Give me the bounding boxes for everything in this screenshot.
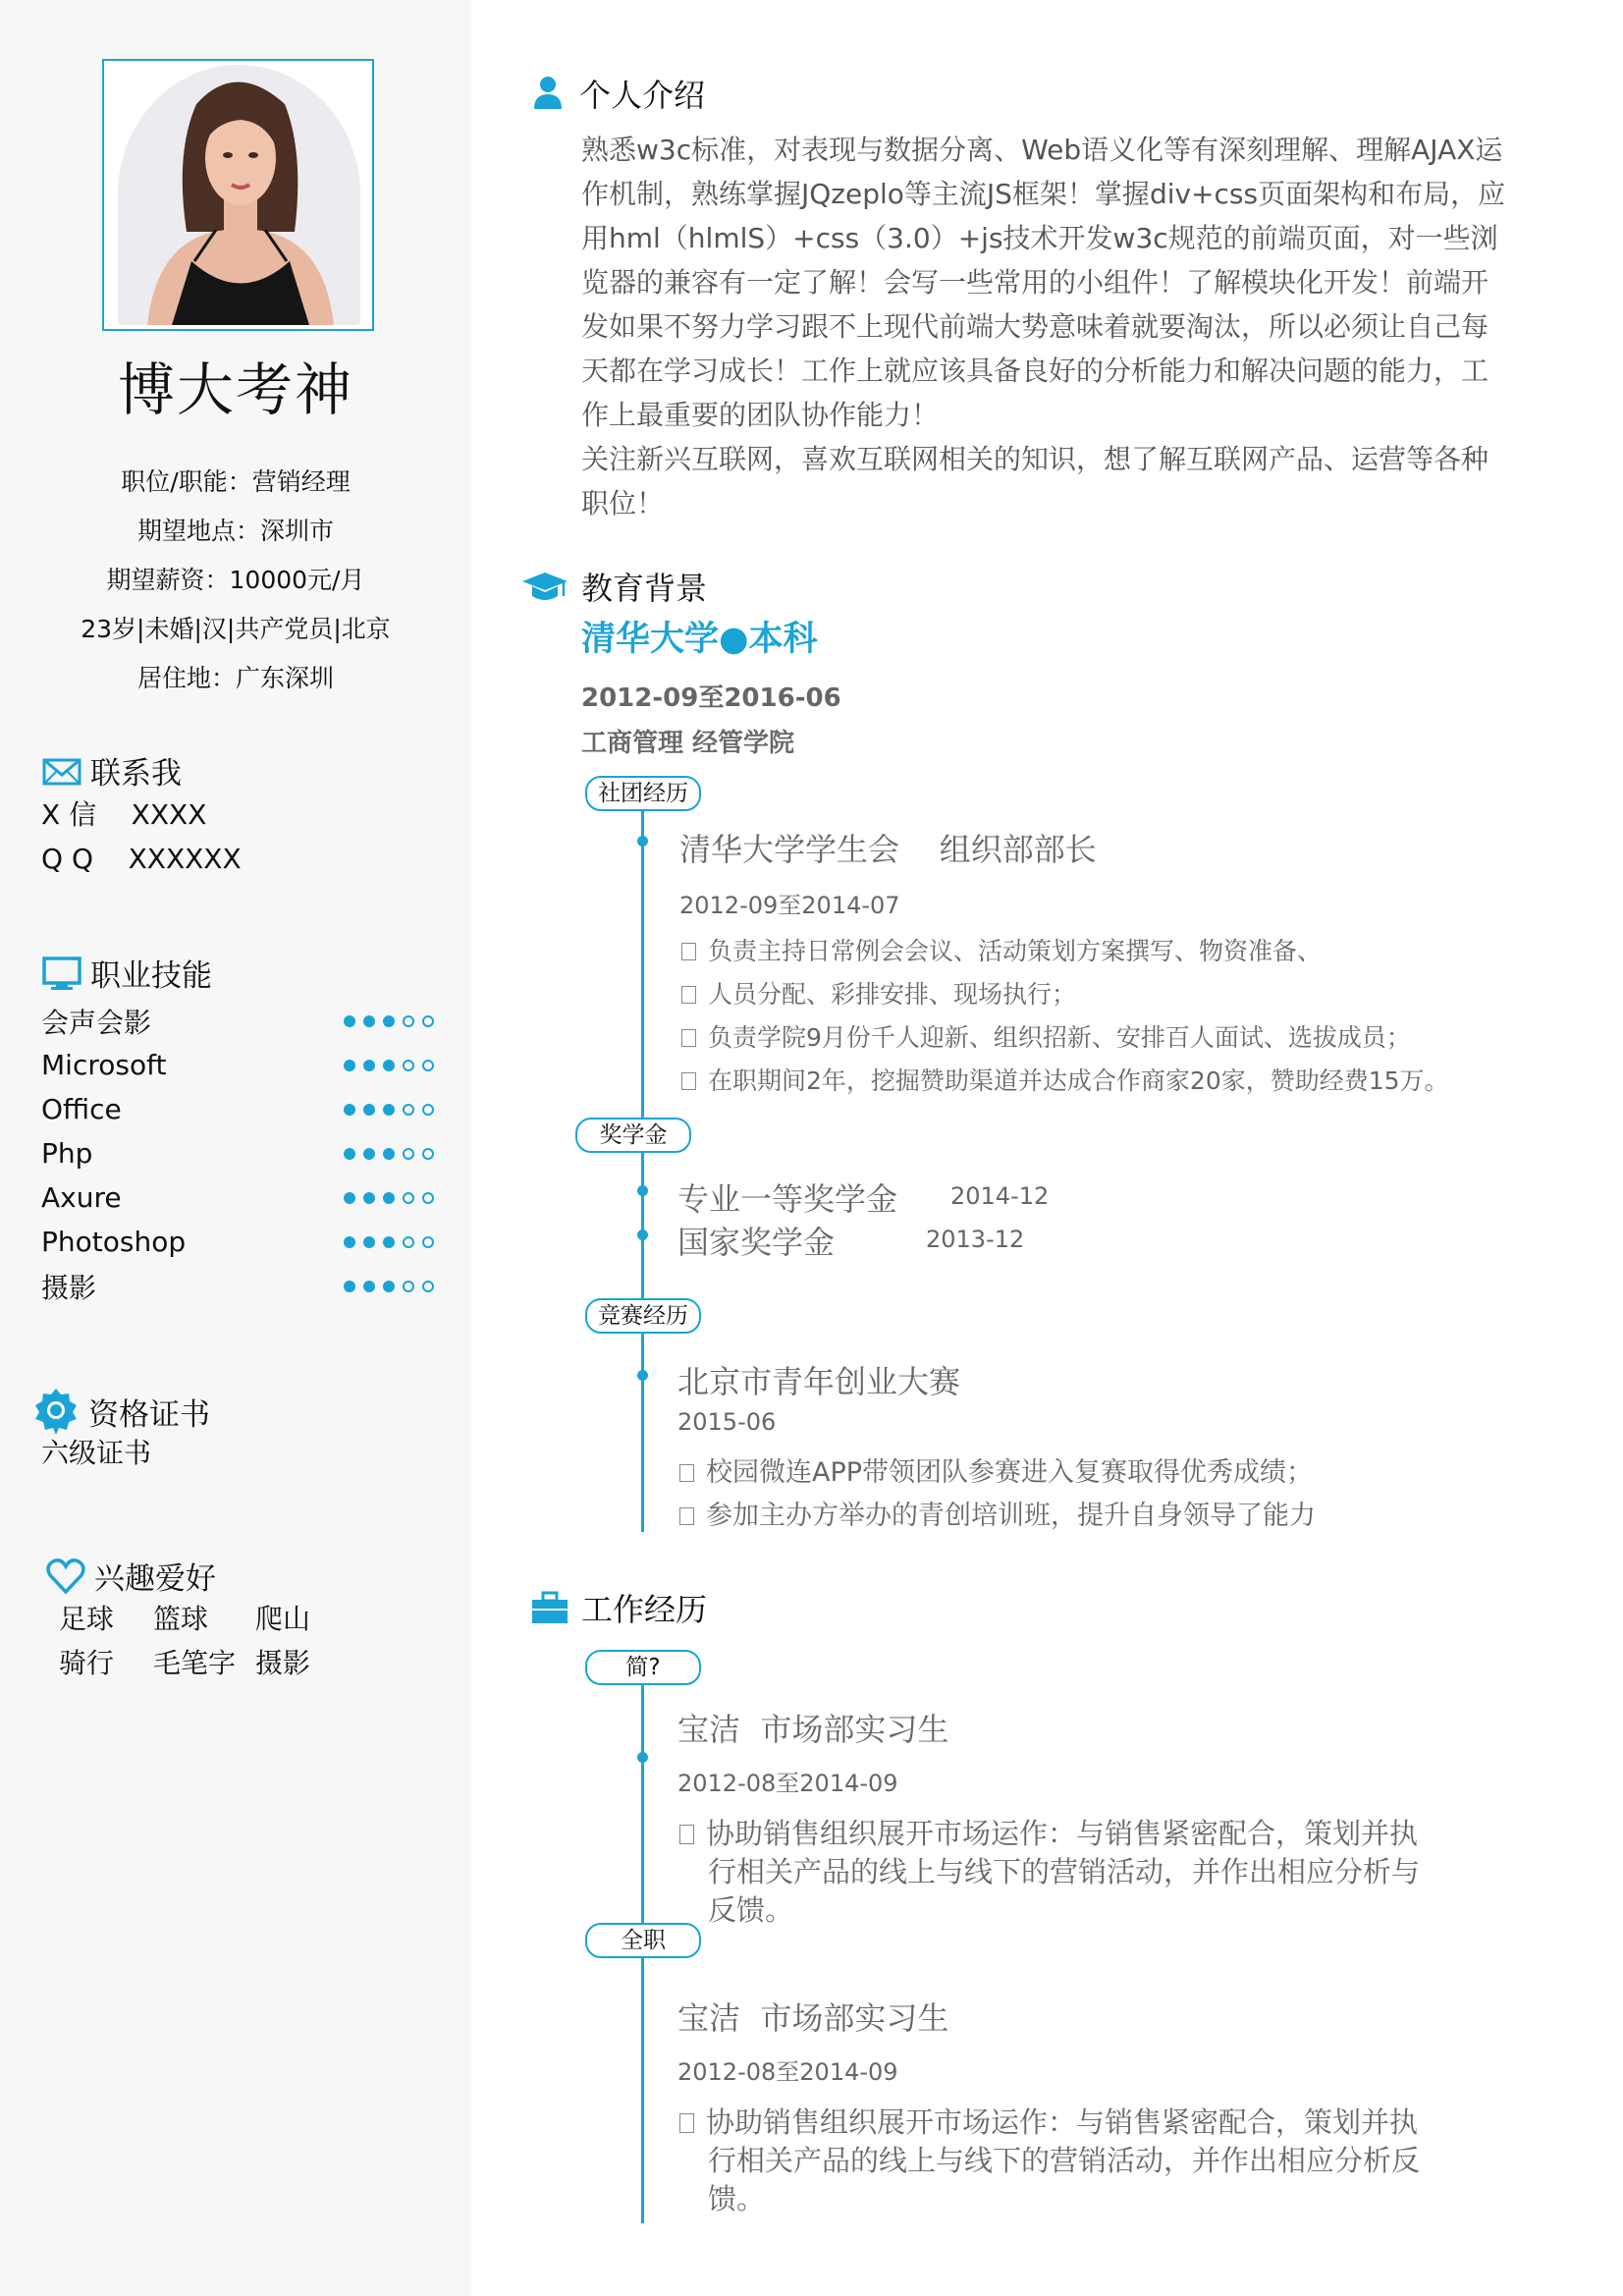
skill-level-dot	[344, 1104, 355, 1116]
skill-level-dot	[383, 1192, 395, 1204]
skill-level-dot	[403, 1192, 414, 1204]
skill-level-dot	[422, 1104, 434, 1116]
bullet-item: 负责学院9月份千人迎新、组织招新、安排百人面试、选拔成员；	[681, 1016, 1449, 1060]
skill-row	[41, 1131, 434, 1175]
job-title: 宝洁 市场部实习生	[677, 1999, 949, 2037]
info-location: 期望地点：深圳市	[136, 517, 334, 545]
skill-name: Php	[41, 1137, 93, 1170]
skill-name: Photoshop	[41, 1226, 187, 1258]
checkbox-icon	[679, 2113, 694, 2133]
intro-title: 个人介绍	[579, 77, 706, 114]
hobby-item: 篮球	[153, 1603, 209, 1635]
info-position: 职位/职能：营销经理	[121, 467, 351, 496]
competition-date: 2015-06	[677, 1408, 777, 1436]
timeline-node	[637, 1752, 648, 1763]
skill-level-dot	[422, 1060, 434, 1071]
education-period: 2012-09至2016-06	[581, 683, 841, 713]
skill-level-dot	[403, 1060, 414, 1071]
job-description: 协助销售组织展开市场运作：与销售紧密配合，策划并执 行相关产品的线上与线下的营销活动，并作出相应分析反 馈。	[679, 2104, 1426, 2218]
mail-icon	[41, 751, 82, 791]
skill-level-dots	[344, 1281, 434, 1292]
skill-level-dot	[383, 1148, 395, 1160]
competition-bullets	[679, 1451, 1316, 1538]
skill-level-dot	[363, 1281, 375, 1292]
skill-row	[41, 1220, 434, 1264]
skill-level-dot	[344, 1281, 355, 1292]
info-residence: 居住地：广东深圳	[136, 664, 334, 692]
timeline-node	[637, 1185, 648, 1196]
job-description: 协助销售组织展开市场运作：与销售紧密配合，策划并执 行相关产品的线上与线下的营销活动，并作出相应分析与 反馈。	[679, 1815, 1426, 1930]
tag-job: 简?	[585, 1650, 701, 1685]
hobbies-heading	[45, 1554, 216, 1598]
club-bullets	[681, 930, 1449, 1103]
skill-level-dot	[422, 1192, 434, 1204]
bullet-item: 人员分配、彩排安排、现场执行；	[681, 973, 1449, 1016]
bullet-item: 负责主持日常例会会议、活动策划方案撰写、物资准备、	[681, 930, 1449, 973]
skill-level-dot	[363, 1104, 375, 1116]
timeline-node	[637, 836, 648, 847]
award-ribbon-icon	[31, 1387, 81, 1436]
skill-level-dot	[403, 1015, 414, 1027]
intro-text	[581, 128, 1514, 525]
skill-level-dots	[344, 1236, 434, 1248]
skill-level-dot	[363, 1060, 375, 1071]
intro-paragraph-1: 熟悉w3c标准，对表现与数据分离、Web语义化等有深刻理解、理解AJAX运作机制，熟练掌握JQzeplo等主流JS框架！掌握div+css页面架构和布局，应用hml（hlmlS）+css（3.0）+js技术开发w3c规范的前端页面，对一些浏览器的兼容有一定了解！会写一些常用的小组件！了解模块化开发！前端开发如果不努力学习跟不上现代前端大势意味着就要淘汰，所以必须让自己每天都在学习成长！工作上就应该具备良好的分析能力和解决问题的能力，工作上最重要的团队协作能力！	[581, 134, 1506, 431]
contact-title: 联系我	[90, 756, 182, 792]
skill-level-dot	[363, 1236, 375, 1248]
scholarship-date: 2014-12	[950, 1182, 1050, 1210]
skill-name: Axure	[41, 1181, 122, 1214]
job-date: 2012-08至2014-09	[677, 1770, 898, 1797]
skill-level-dot	[383, 1104, 395, 1116]
skill-name: Microsoft	[41, 1049, 167, 1081]
skill-level-dot	[422, 1236, 434, 1248]
skill-level-dot	[344, 1148, 355, 1160]
club-date: 2012-09至2014-07	[679, 892, 900, 919]
checkbox-icon	[679, 1507, 694, 1525]
checkbox-icon	[681, 986, 696, 1004]
graduation-cap-icon	[520, 567, 569, 606]
hobbies-list	[59, 1597, 334, 1685]
skill-level-dot	[344, 1192, 355, 1204]
education-major: 工商管理 经管学院	[581, 729, 795, 758]
skill-level-dots	[344, 1148, 434, 1160]
skill-level-dot	[363, 1015, 375, 1027]
skill-level-dot	[383, 1060, 395, 1071]
skill-level-dot	[383, 1281, 395, 1292]
checkbox-icon	[681, 943, 696, 960]
work-heading	[530, 1585, 707, 1630]
checkbox-icon	[679, 1464, 694, 1482]
skill-level-dot	[344, 1236, 355, 1248]
checkbox-icon	[679, 1825, 694, 1844]
education-timeline-line	[641, 793, 644, 1532]
sidebar	[0, 0, 471, 2296]
bullet-item: 校园微连APP带领团队参赛进入复赛取得优秀成绩；	[679, 1451, 1316, 1495]
tag-competition: 竞赛经历	[585, 1298, 701, 1334]
skill-level-dot	[403, 1281, 414, 1292]
hobby-item: 足球	[59, 1603, 115, 1635]
school-degree: 清华大学●本科	[581, 620, 818, 659]
skill-level-dot	[363, 1192, 375, 1204]
hobby-item: 骑行	[59, 1647, 115, 1679]
skills-heading	[41, 951, 212, 995]
skills-list	[41, 999, 434, 1308]
timeline-node	[637, 1370, 648, 1381]
checkbox-icon	[681, 1029, 696, 1047]
skill-level-dot	[344, 1060, 355, 1071]
skill-level-dot	[383, 1015, 395, 1027]
skill-level-dot	[403, 1236, 414, 1248]
certificates-title: 资格证书	[88, 1396, 210, 1433]
contact-heading	[41, 748, 182, 793]
profile-photo-frame	[102, 59, 374, 331]
skill-level-dot	[363, 1148, 375, 1160]
hobby-item: 毛笔字	[153, 1647, 237, 1679]
education-heading	[520, 564, 707, 609]
scholarship-name: 国家奖学金	[677, 1224, 836, 1261]
skill-level-dots	[344, 1192, 434, 1204]
contact-qq: Q Q XXXXXX	[41, 843, 242, 875]
skill-row	[41, 1087, 434, 1131]
tag-scholarship: 奖学金	[575, 1118, 691, 1153]
checkbox-icon	[681, 1072, 696, 1090]
skill-level-dots	[344, 1060, 434, 1071]
intro-paragraph-2: 关注新兴互联网，喜欢互联网相关的知识，想了解互联网产品、运营等各种职位！	[581, 443, 1489, 519]
skill-level-dot	[422, 1015, 434, 1027]
info-personal: 23岁|未婚|汉|共产党员|北京	[81, 615, 391, 643]
tag-club: 社团经历	[585, 776, 701, 811]
skill-row	[41, 1264, 434, 1308]
skill-name: Office	[41, 1093, 122, 1125]
bullet-item: 在职期间2年，挖掘赞助渠道并达成合作商家20家，赞助经费15万。	[681, 1060, 1449, 1103]
bullet-item: 参加主办方举办的青创培训班，提升自身领导了能力	[679, 1495, 1316, 1538]
skill-level-dot	[344, 1015, 355, 1027]
certificate-item: 六级证书	[41, 1437, 152, 1469]
skill-name: 摄影	[41, 1271, 97, 1304]
skill-name: 会声会影	[41, 1006, 152, 1039]
certificates-heading	[31, 1387, 210, 1436]
tag-job: 全职	[585, 1923, 701, 1958]
skill-level-dot	[403, 1148, 414, 1160]
competition-title: 北京市青年创业大赛	[677, 1363, 961, 1400]
candidate-name: 博大考神	[117, 356, 353, 423]
job-title: 宝洁 市场部实习生	[677, 1711, 949, 1748]
skill-level-dot	[383, 1236, 395, 1248]
skill-level-dot	[422, 1148, 434, 1160]
club-title: 清华大学学生会 组织部部长	[679, 831, 1097, 868]
skill-level-dots	[344, 1104, 434, 1116]
monitor-icon	[41, 954, 82, 993]
skill-level-dot	[422, 1281, 434, 1292]
intro-heading	[528, 71, 705, 116]
heart-icon	[45, 1557, 86, 1596]
scholarship-date: 2013-12	[926, 1226, 1025, 1253]
briefcase-icon	[530, 1588, 569, 1627]
contact-wechat: X 信 XXXX	[41, 798, 207, 831]
job-date: 2012-08至2014-09	[677, 2058, 898, 2086]
scholarship-name: 专业一等奖学金	[677, 1180, 898, 1218]
person-icon	[528, 74, 568, 113]
profile-photo	[118, 65, 360, 325]
skill-level-dot	[403, 1104, 414, 1116]
education-title: 教育背景	[581, 570, 708, 607]
timeline-node	[637, 1230, 648, 1240]
hobby-item: 爬山	[255, 1603, 311, 1635]
info-salary: 期望薪资：10000元/月	[106, 566, 365, 594]
basic-info	[0, 458, 471, 703]
skill-row	[41, 1043, 434, 1087]
skills-title: 职业技能	[90, 958, 212, 994]
hobby-item: 摄影	[255, 1647, 311, 1679]
skill-level-dots	[344, 1015, 434, 1027]
hobbies-title: 兴趣爱好	[94, 1561, 216, 1597]
work-title: 工作经历	[581, 1591, 708, 1628]
skill-row	[41, 1175, 434, 1220]
skill-row	[41, 999, 434, 1043]
